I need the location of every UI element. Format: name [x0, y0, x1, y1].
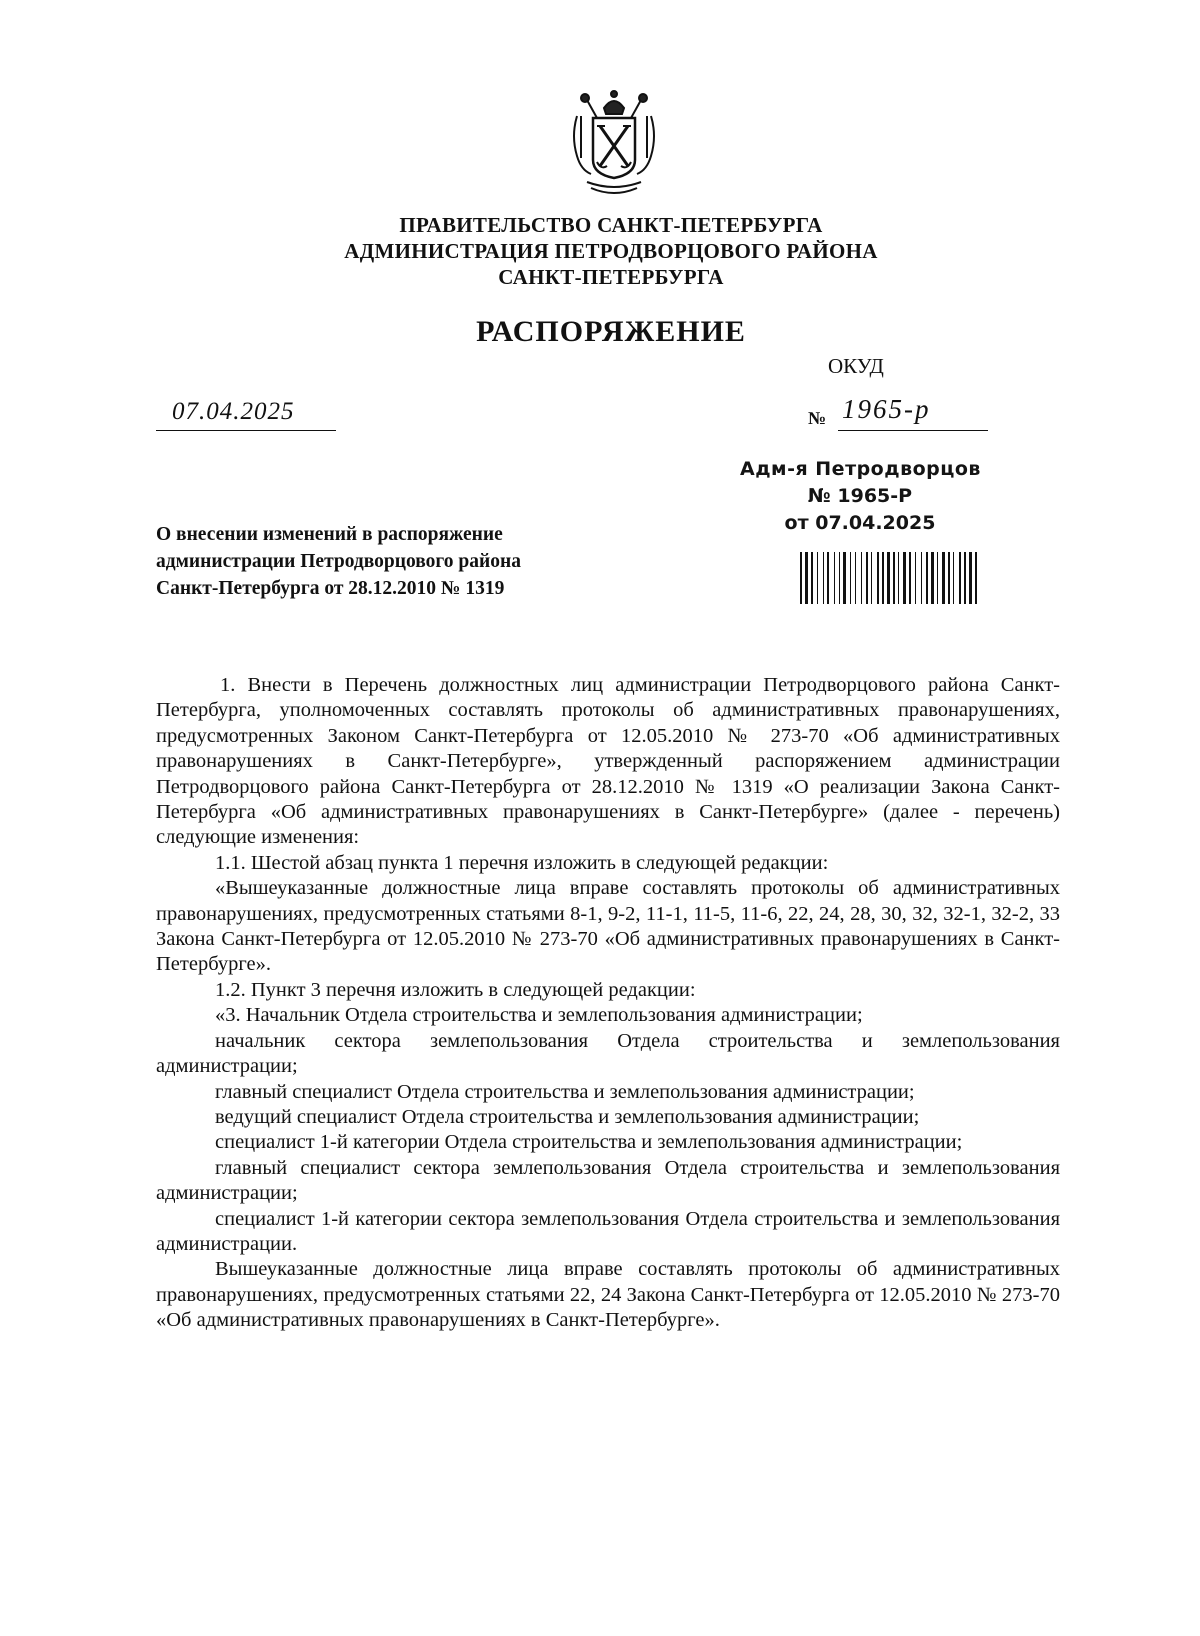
okud-label: ОКУД [828, 354, 884, 378]
handwritten-number: 1965-р [842, 394, 931, 424]
subject-line: Санкт-Петербурга от 28.12.2010 № 1319 [156, 578, 505, 599]
barcode-icon [800, 552, 978, 604]
stamp-line-date: от 07.04.2025 [784, 512, 936, 534]
body-paragraph: «3. Начальник Отдела строительства и землепользования администрации; [215, 1004, 863, 1027]
number-sign: № [808, 408, 827, 428]
body-paragraph: 1.1. Шестой абзац пункта 1 перечня изложить в следующей редакции: [215, 851, 829, 874]
body-paragraph: главный специалист сектора землепользования Отдела строительства и землепользования администрации; [156, 1156, 1060, 1205]
document-body [156, 673, 1060, 1334]
body-paragraph: начальник сектора землепользования Отдела строительства и землепользования администрации; [156, 1029, 1060, 1078]
body-paragraph: специалист 1-й категории сектора землепользования Отдела строительства и землепользования администрации. [156, 1207, 1060, 1255]
registration-stamp [740, 456, 980, 537]
handwritten-date: 07.04.2025 [172, 398, 295, 425]
body-paragraph: главный специалист Отдела строительства и землепользования администрации; [215, 1080, 915, 1103]
body-paragraph: 1. Внести в Перечень должностных лиц администрации Петродворцового района Санкт-Петербурга, уполномоченных составлять протоколы об административных правонарушениях, предусмотренных Законом Санкт-Петербурга от 12.05.2010 № 273-70 «Об административных правонарушениях в Санкт-Петербурге», утвержденный распоряжением администрации Петродворцового района Санкт-Петербурга от 28.12.2010 № 1319 «О реализации Закона Санкт-Петербурга «Об административных правонарушениях в Санкт-Петербурге» (далее - перечень) следующие изменения: [156, 674, 1060, 849]
header-government: ПРАВИТЕЛЬСТВО САНКТ-ПЕТЕРБУРГА [399, 213, 823, 237]
document-subject [156, 521, 521, 602]
body-paragraph: «Вышеуказанные должностные лица вправе составлять протоколы об административных правонарушениях, предусмотренных статьями 8-1, 9-2, 11-1, 11-5, 11-6, 22, 24, 28, 30, 32, 32-1, 32-2, 33 Закона Санкт-Петербурга от 12.05.2010 № 273-70 «Об административных правонарушениях в Санкт-Петербурге». [156, 877, 1060, 976]
body-paragraph: специалист 1-й категории Отдела строительства и землепользования администрации; [215, 1131, 963, 1154]
stamp-line-organization: Адм-я Петродворцов [740, 458, 981, 480]
subject-line: администрации Петродворцового района [156, 551, 521, 572]
header-block [0, 212, 1200, 290]
body-paragraph: ведущий специалист Отдела строительства и землепользования администрации; [215, 1105, 920, 1128]
document-date-field [156, 398, 336, 431]
body-paragraph: Вышеуказанные должностные лица вправе составлять протоколы об административных правонарушениях, предусмотренных статьями 22, 24 Закона Санкт-Петербурга от 12.05.2010 № 273-70 «Об административных правонарушениях в Санкт-Петербурге». [156, 1258, 1060, 1332]
header-administration: АДМИНИСТРАЦИЯ ПЕТРОДВОРЦОВОГО РАЙОНА [344, 239, 878, 263]
subject-line: О внесении изменений в распоряжение [156, 524, 503, 545]
header-city: САНКТ-ПЕТЕРБУРГА [498, 265, 724, 289]
coat-of-arms-icon [567, 86, 661, 200]
stamp-line-number: № 1965-Р [807, 485, 913, 507]
body-paragraph: 1.2. Пункт 3 перечня изложить в следующей редакции: [215, 978, 696, 1001]
document-number-field [838, 394, 988, 431]
document-type-title: РАСПОРЯЖЕНИЕ [476, 315, 746, 348]
